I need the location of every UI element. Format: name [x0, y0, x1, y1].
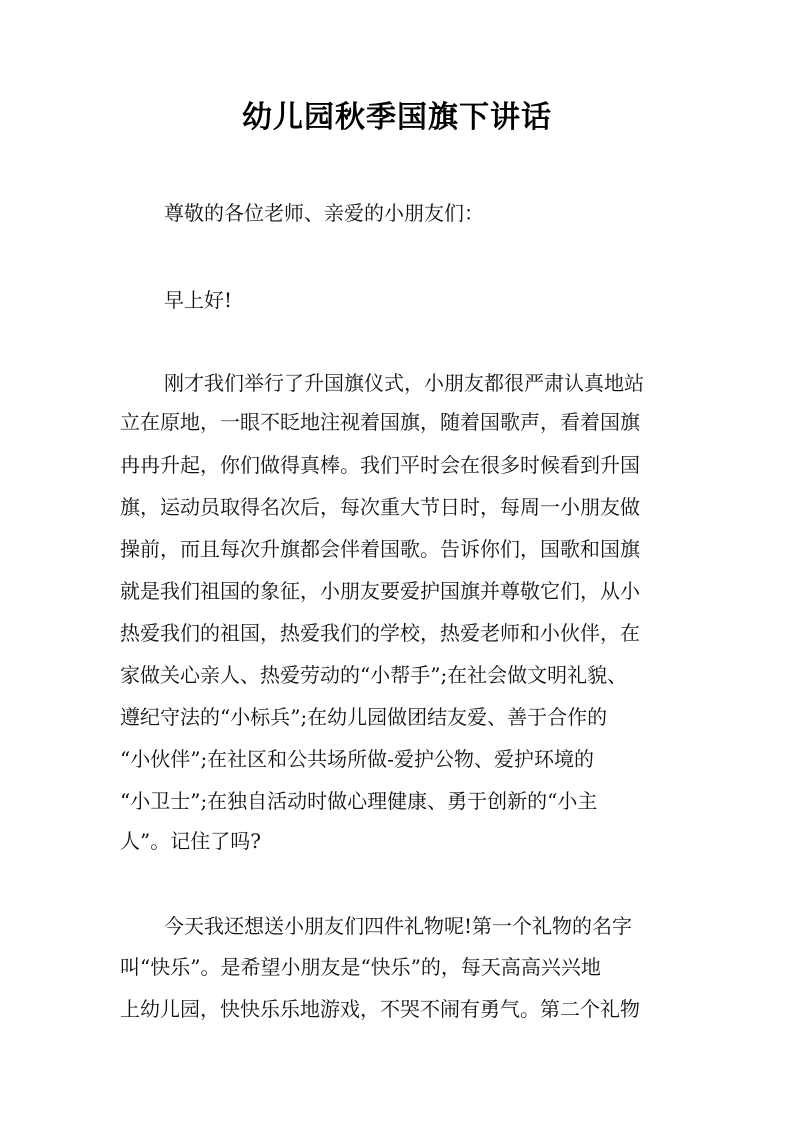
- paragraph-line: 人”。记住了吗?: [120, 829, 261, 853]
- paragraph-line: 叫“快乐”。是希望小朋友是“快乐”的，每天高高兴兴地: [120, 955, 601, 979]
- paragraph-line: 旗，运动员取得名次后，每次重大节日时，每周一小朋友做: [120, 495, 640, 519]
- paragraph-line: 立在原地，一眼不眨地注视着国旗，随着国歌声，看着国旗: [120, 410, 640, 434]
- paragraph-line: 刚才我们举行了升国旗仪式，小朋友都很严肃认真地站: [164, 371, 644, 395]
- paragraph-line: 遵纪守法的“小标兵”;在幼儿园做团结友爱、善于合作的: [120, 705, 608, 729]
- paragraph-line: “小卫士”;在独自活动时做心理健康、勇于创新的“小主: [120, 789, 598, 813]
- paragraph-line: 家做关心亲人、热爱劳动的“小帮手”;在社会做文明礼貌、: [120, 663, 628, 687]
- paragraph-line: “小伙伴”;在社区和公共场所做-爱护公物、爱护环境的: [120, 747, 594, 771]
- paragraph-line: 今天我还想送小朋友们四件礼物呢!第一个礼物的名字: [164, 914, 633, 938]
- greeting: 早上好!: [164, 288, 233, 312]
- paragraph-line: 就是我们祖国的象征，小朋友要爱护国旗并尊敬它们，从小: [120, 579, 640, 603]
- document-title: 幼儿园秋季国旗下讲话: [242, 100, 552, 135]
- salutation: 尊敬的各位老师、亲爱的小朋友们：: [164, 201, 484, 225]
- paragraph-line: 热爱我们的祖国，热爱我们的学校，热爱老师和小伙伴，在: [120, 621, 640, 645]
- paragraph-line: 上幼儿园，快快乐乐地游戏，不哭不闹有勇气。第二个礼物: [120, 997, 640, 1021]
- paragraph-line: 操前，而且每次升旗都会伴着国歌。告诉你们，国歌和国旗: [120, 537, 640, 561]
- paragraph-line: 冉冉升起，你们做得真棒。我们平时会在很多时候看到升国: [120, 453, 640, 477]
